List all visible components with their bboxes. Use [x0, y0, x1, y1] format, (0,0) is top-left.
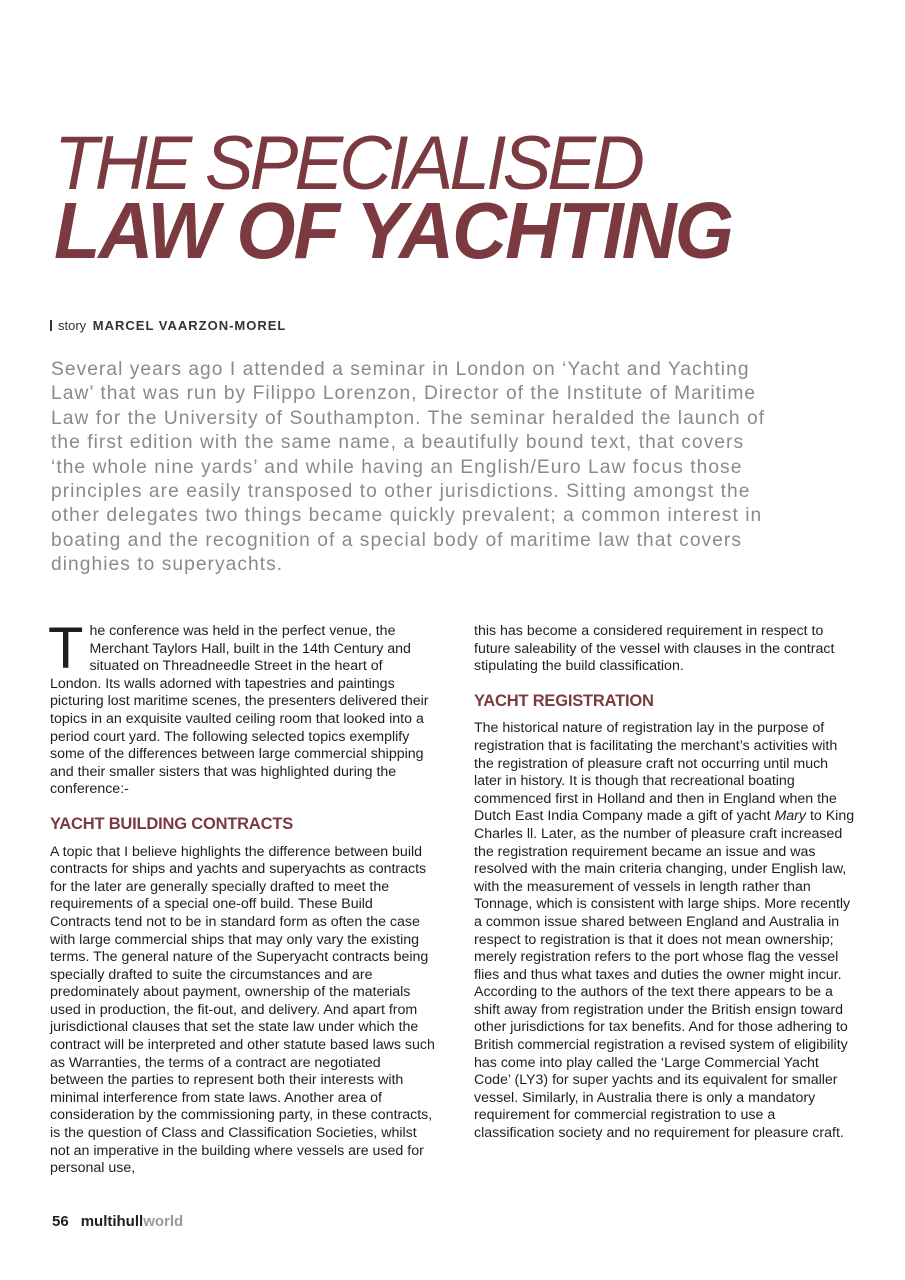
brand-name-part-2: world [143, 1213, 184, 1230]
page-footer [52, 1213, 183, 1230]
intro-paragraph: Several years ago I attended a seminar in London on ‘Yacht and Yachting Law’ that was run by Filippo Lorenzon, Director of the Institute of Maritime Law for the University of Southampton. The seminar heralded the launch of the first edition with the same name, a beautifully bound text, that covers ‘the whole nine yards’ and while having an English/Euro Law focus those principles are easily transposed to other jurisdictions. Sitting amongst the other delegates two things became quickly prevalent; a common interest in boating and the recognition of a special body of maritime law that covers dinghies to superyachts. [51, 359, 766, 576]
paragraph-registration-part-b: to King Charles ll. Later, as the number of pleasure craft increased the registration requirement became an issue and was resolved with the main criteria changing, under English law, with the measurement of vessels in length rather than Tonnage, which is consistent with large ships. More recently a common issue shared between England and Australia in respect to registration is that it does not mean ownership; merely registration refers to the port whose flag the vessel flies and thus what taxes and duties the owner might incur. According to the authors of the text there appears to be a shift away from registration under the British ensign toward other jurisdictions for tax benefits. And for those adhering to British commercial registration a revised system of eligibility has come into play called the ‘Large Commercial Yacht Code’ (LY3) for super yachts and its equivalent for smaller vessel. Similarly, in Australia there is only a mandatory requirement for commercial registration to use a classification society and no requirement for pleasure craft. [474, 808, 855, 1142]
paragraph-registration-part-a: The historical nature of registration lay in the purpose of registration that is facilitating the merchant’s activities with the registration of pleasure craft not occurring until much later in history. It is though that recreational boating commenced first in Holland and then in England when the Dutch East India Company made a gift of yacht [474, 720, 838, 825]
brand-name-part-1: multihull [80, 1213, 144, 1230]
paragraph-continued: this has become a considered requirement in respect to future saleability of the vessel with clauses in the contract stipulating the build classification. [474, 623, 835, 675]
title-line-1: THE SPECIALISED [54, 121, 642, 206]
paragraph-opening-text: he conference was held in the perfect venue, the Merchant Taylors Hall, built in the 14th Century and situated on Threadneedle Street in the heart of London. Its walls adorned with tapestries and paintings picturing lost maritime scenes, the presenters delivered their topics in an exquisite vaulted ceiling room that looked into a period court yard. The following selected topics exemplify some of the differences between large commercial shipping and their smaller sisters that was highlighted during the conference:- [50, 623, 429, 798]
drop-cap: T [48, 616, 84, 681]
page-number: 56 [52, 1213, 69, 1230]
right-column [474, 623, 859, 1143]
byline-author: MARCEL VAARZON-MOREL [92, 318, 287, 333]
heading-yacht-registration: YACHT REGISTRATION [474, 691, 654, 710]
byline-bar-divider [50, 320, 52, 331]
title-line-2: LAW OF YACHTING [54, 186, 732, 275]
byline-label: story [58, 318, 87, 333]
paragraph-registration [474, 720, 859, 1142]
byline [50, 318, 286, 333]
left-column [48, 616, 435, 1178]
paragraph-opening [48, 616, 435, 799]
paragraph-building-contracts: A topic that I believe highlights the difference between build contracts for ships and yachts and superyachts as contracts for the later are generally specially drafted to meet the requirements of a special one-off build. These Build Contracts tend not to be in standard form as often the case with large commercial ships that may only vary the existing terms. The general nature of the Superyacht contracts being specially drafted to suite the circumstances and are predominately about payment, ownership of the materials used in production, the fit-out, and delivery. And apart from jurisdictional clauses that set the state law under which the contract will be interpreted and other statute based laws such as Warranties, the terms of a contract are negotiated between the parties to represent both their interests with minimal interference from state laws. Another area of consideration by the commissioning party, in these contracts, is the question of Class and Classification Societies, whilst not an imperative in the building where vessels are used for personal use, [50, 843, 435, 1177]
heading-yacht-building-contracts: YACHT BUILDING CONTRACTS [50, 814, 294, 833]
yacht-name-italic: Mary [774, 808, 806, 825]
